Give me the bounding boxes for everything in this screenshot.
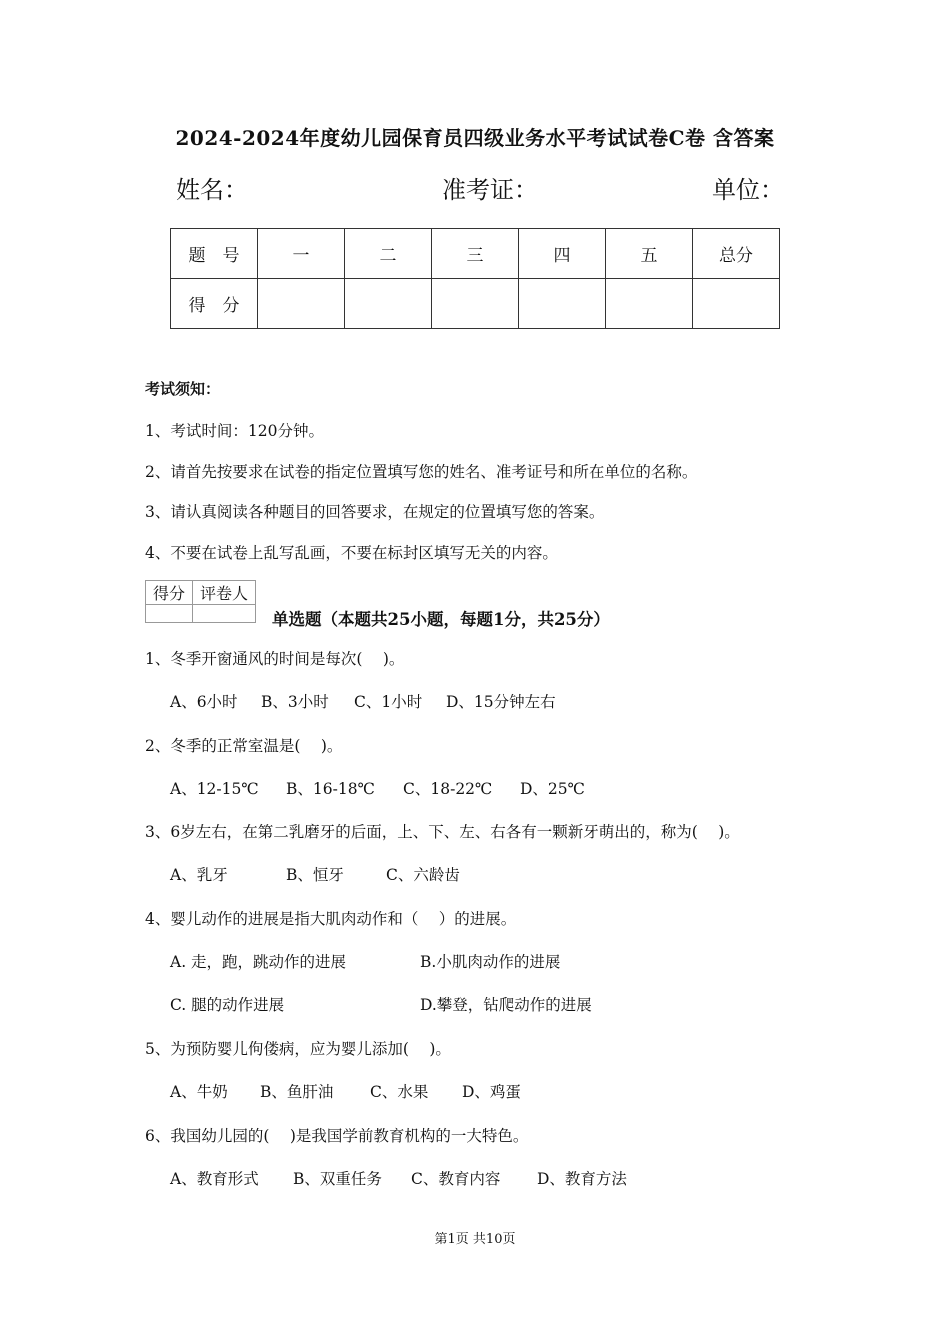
option: A. 走，跑，跳动作的进展 <box>170 953 347 971</box>
question-options <box>170 690 556 712</box>
option: A、6小时 <box>170 693 238 711</box>
option: C. 腿的动作进展 <box>170 996 285 1014</box>
grader-reviewer-label: 评卷人 <box>193 581 256 605</box>
unit-field-label: 单位： <box>712 176 784 204</box>
question-options <box>170 993 592 1015</box>
option: C、水果 <box>370 1083 429 1101</box>
option: D、25℃ <box>520 780 585 798</box>
score-cell[interactable] <box>693 279 780 329</box>
score-cell[interactable] <box>606 279 693 329</box>
option: A、乳牙 <box>170 866 228 884</box>
section-title: 单选题（本题共25小题，每题1分，共25分） <box>272 610 610 629</box>
question-stem: 5、为预防婴儿佝偻病，应为婴儿添加( )。 <box>145 1040 451 1058</box>
question-stem: 6、我国幼儿园的( )是我国学前教育机构的一大特色。 <box>145 1127 529 1145</box>
option: C、教育内容 <box>411 1170 501 1188</box>
score-table-header-cell: 五 <box>606 229 693 279</box>
question-options <box>170 1080 521 1102</box>
option: C、六龄齿 <box>386 866 460 884</box>
score-table <box>170 228 780 329</box>
score-cell[interactable] <box>432 279 519 329</box>
grader-box <box>145 580 256 623</box>
grader-score-label: 得分 <box>146 581 193 605</box>
option: A、教育形式 <box>170 1170 259 1188</box>
option: B、鱼肝油 <box>260 1083 334 1101</box>
option: C、1小时 <box>354 693 423 711</box>
question-stem: 3、6岁左右，在第二乳磨牙的后面，上、下、左、右各有一颗新牙萌出的，称为( )。 <box>145 823 740 841</box>
notice-item: 2、请首先按要求在试卷的指定位置填写您的姓名、准考证号和所在单位的名称。 <box>145 463 698 481</box>
grader-reviewer-cell[interactable] <box>193 605 256 623</box>
score-table-header-cell: 题 号 <box>171 229 258 279</box>
page-footer: 第1页 共10页 <box>434 1232 516 1247</box>
option: C、18-22℃ <box>403 780 493 798</box>
option: D、教育方法 <box>537 1170 627 1188</box>
score-table-header-cell: 二 <box>345 229 432 279</box>
score-table-header-cell: 三 <box>432 229 519 279</box>
option: B、双重任务 <box>293 1170 382 1188</box>
option: B.小肌肉动作的进展 <box>420 953 561 971</box>
question-stem: 1、冬季开窗通风的时间是每次( )。 <box>145 650 405 668</box>
notice-item: 4、不要在试卷上乱写乱画，不要在标封区填写无关的内容。 <box>145 544 558 562</box>
score-table-header-cell: 四 <box>519 229 606 279</box>
score-cell[interactable] <box>345 279 432 329</box>
option: A、12-15℃ <box>170 780 259 798</box>
name-field-label: 姓名： <box>176 176 248 204</box>
option: B、3小时 <box>261 693 329 711</box>
option: A、牛奶 <box>170 1083 228 1101</box>
score-table-header-cell: 总分 <box>693 229 780 279</box>
score-table-score-row <box>171 279 780 329</box>
question-options <box>170 777 585 799</box>
question-options <box>170 950 560 972</box>
grader-score-cell[interactable] <box>146 605 193 623</box>
option: D.攀登，钻爬动作的进展 <box>420 996 592 1014</box>
notice-heading: 考试须知： <box>145 380 221 398</box>
question-stem: 2、冬季的正常室温是( )。 <box>145 737 343 755</box>
score-table-header-cell: 一 <box>258 229 345 279</box>
notice-item: 3、请认真阅读各种题目的回答要求，在规定的位置填写您的答案。 <box>145 503 605 521</box>
question-options <box>170 1167 627 1189</box>
exam-number-field-label: 准考证： <box>442 176 538 204</box>
notice-item: 1、考试时间：120分钟。 <box>145 422 324 440</box>
exam-title: 2024-2024年度幼儿园保育员四级业务水平考试试卷C卷 含答案 <box>175 126 775 150</box>
option: B、16-18℃ <box>286 780 375 798</box>
score-cell[interactable] <box>258 279 345 329</box>
option: D、15分钟左右 <box>446 693 556 711</box>
option: B、恒牙 <box>286 866 344 884</box>
score-cell[interactable] <box>519 279 606 329</box>
option: D、鸡蛋 <box>462 1083 521 1101</box>
score-table-header-row <box>171 229 780 279</box>
question-options <box>170 863 460 885</box>
question-stem: 4、婴儿动作的进展是指大肌肉动作和（ ）的进展。 <box>145 910 517 928</box>
score-row-label: 得 分 <box>171 279 258 329</box>
